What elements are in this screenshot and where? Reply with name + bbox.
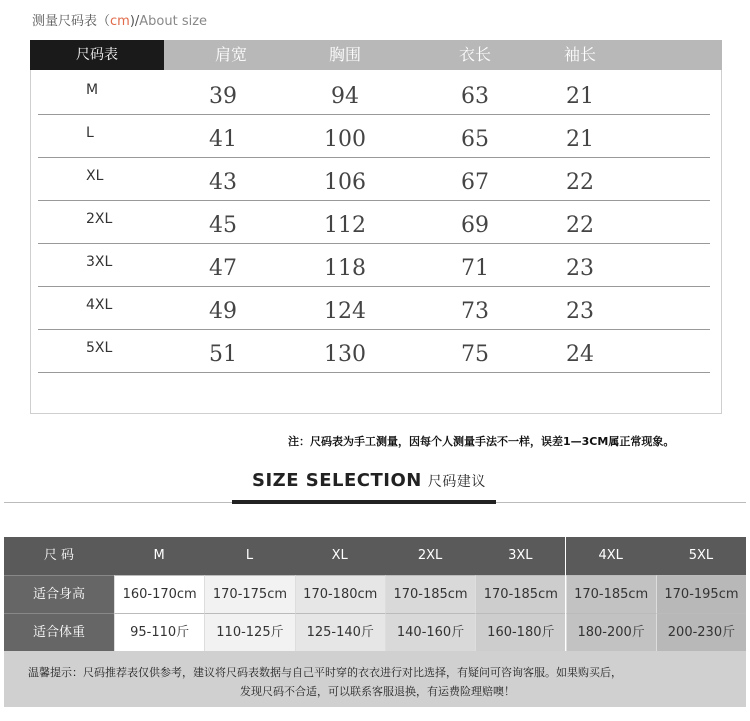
column-sleeve: 袖长 (563, 45, 596, 64)
measurement-value: 47 (209, 256, 237, 281)
row-divider (38, 157, 710, 158)
size-label: 5XL (86, 340, 113, 356)
recommendation-value: 125-140斤 (295, 613, 385, 651)
size-chart-caption (32, 10, 207, 29)
row-divider (38, 114, 710, 115)
measurement-value: 67 (461, 170, 489, 195)
size-column-header: M (114, 537, 204, 575)
measurement-value: 51 (209, 342, 237, 367)
row-divider (38, 243, 710, 244)
size-label: 3XL (86, 254, 113, 270)
row-divider (38, 200, 710, 201)
measurement-value: 65 (461, 127, 489, 152)
measurement-value: 39 (209, 84, 237, 109)
measurement-value: 71 (461, 256, 489, 281)
measurement-value: 49 (209, 299, 237, 324)
caption-suffix: )/ (129, 14, 140, 29)
column-shoulder-width: 肩宽 (214, 45, 247, 64)
recommendation-value: 170-175cm (204, 575, 294, 613)
size-label: L (86, 125, 94, 141)
row-divider (38, 372, 710, 373)
recommendation-value: 180-200斤 (566, 613, 656, 651)
size-column-header: 5XL (656, 537, 746, 575)
size-column-header: 3XL (475, 537, 565, 575)
recommendation-row-label: 适合身高 (4, 575, 114, 613)
size-column-header: L (204, 537, 294, 575)
measurement-value: 23 (566, 256, 594, 281)
size-label: M (86, 82, 99, 98)
size-table-corner-label: 尺码表 (30, 40, 164, 70)
size-selection-heading: SIZE SELECTION (252, 470, 422, 491)
measurement-value: 43 (209, 170, 237, 195)
recommendation-value: 170-185cm (385, 575, 475, 613)
size-selection-title (252, 470, 486, 491)
heading-underline (232, 500, 496, 504)
measurement-value: 69 (461, 213, 489, 238)
row-divider (38, 286, 710, 287)
measurement-value: 22 (566, 170, 594, 195)
measurement-value: 100 (324, 127, 366, 152)
size-recommendation-table (4, 537, 746, 651)
size-header-label: 尺 码 (4, 537, 114, 575)
size-selection-subtitle: 尺码建议 (427, 474, 486, 490)
measurement-value: 22 (566, 213, 594, 238)
size-label: XL (86, 168, 104, 184)
measurement-value: 45 (209, 213, 237, 238)
measurement-value: 23 (566, 299, 594, 324)
measurement-value: 118 (324, 256, 366, 281)
recommendation-value: 95-110斤 (114, 613, 204, 651)
measurement-value: 73 (461, 299, 489, 324)
recommendation-row-label: 适合体重 (4, 613, 114, 651)
recommendation-value: 110-125斤 (204, 613, 294, 651)
column-length: 衣长 (458, 45, 491, 64)
caption-prefix: 测量尺码表（ (32, 14, 111, 29)
measurement-note: 注：尺码表为手工测量，因每个人测量手法不一样，误差1—3CM属正常现象。 (288, 435, 675, 448)
recommendation-value: 200-230斤 (656, 613, 746, 651)
measurement-value: 106 (324, 170, 366, 195)
measurement-value: 21 (566, 127, 594, 152)
recommendation-value: 170-195cm (656, 575, 746, 613)
column-chest: 胸围 (328, 45, 361, 64)
recommendation-value: 160-170cm (114, 575, 204, 613)
recommendation-value: 170-185cm (566, 575, 656, 613)
caption-unit: cm (110, 14, 130, 29)
measurement-value: 24 (566, 342, 594, 367)
tips-line-1: 温馨提示：尺码推荐表仅供参考，建议将尺码表数据与自己平时穿的衣衣进行对比选择，有疑问可咨询客服。如果购买后， (28, 666, 622, 679)
measurement-value: 21 (566, 84, 594, 109)
size-column-header: XL (295, 537, 385, 575)
caption-english: About size (139, 14, 208, 29)
tips-line-2: 发现尺码不合适，可以联系客服退换，有运费险理赔噢！ (240, 685, 515, 698)
recommendation-value: 170-185cm (475, 575, 565, 613)
measurement-value: 130 (324, 342, 366, 367)
recommendation-value: 170-180cm (295, 575, 385, 613)
recommendation-value: 160-180斤 (475, 613, 565, 651)
measurement-value: 41 (209, 127, 237, 152)
size-column-header: 2XL (385, 537, 475, 575)
measurement-value: 63 (461, 84, 489, 109)
measurement-value: 124 (324, 299, 366, 324)
measurement-value: 75 (461, 342, 489, 367)
measurement-value: 94 (331, 84, 359, 109)
recommendation-value: 140-160斤 (385, 613, 475, 651)
size-column-header: 4XL (566, 537, 656, 575)
size-label: 2XL (86, 211, 113, 227)
size-label: 4XL (86, 297, 113, 313)
measurement-value: 112 (324, 213, 366, 238)
row-divider (38, 329, 710, 330)
